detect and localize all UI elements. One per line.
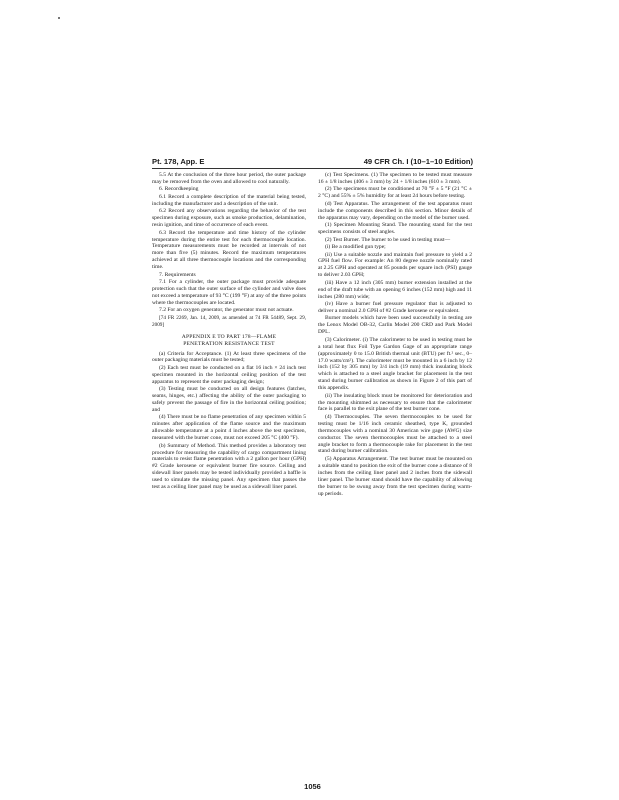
paragraph: (ii) The insulating block must be monitored for deterioration and the mounting shimmed as necessary to ensure that the calorimeter face is parallel to the exit plane of the test burner cone. xyxy=(318,392,472,413)
paragraph: 6.3 Record the temperature and time history of the cylinder temperature during the entire test for each thermocouple location. Temperature measurements must be recorded at intervals of not more than five (5) minutes. Record the maximum temperatures achieved at all three thermocouple locations and the corresponding time. xyxy=(152,229,306,271)
right-text-column xyxy=(318,172,472,498)
paragraph: 7.1 For a cylinder, the outer package must provide adequate protection such that the outer surface of the cylinder and valve does not exceed a temperature of 93 °C (199 °F) at any of the three points where the thermocouples are located. xyxy=(152,279,306,306)
paragraph: (4) Thermocouples. The seven thermocouples to be used for testing must be 1/16 inch ceramic sheathed, type K, grounded thermocouples with a nominal 30 American wire gage (AWG) size conductor. The seven thermocouples must be attached to a steel angle bracket to form a thermocouple rake for placement in the test stand during burner calibration. xyxy=(318,413,472,455)
paragraph: (iv) Have a burner fuel pressure regulator that is adjusted to deliver a nominal 2.0 GPH of #2 Grade kerosene or equivalent. xyxy=(318,301,472,314)
paragraph: (iii) Have a 12 inch (305 mm) burner extension installed at the end of the draft tube with an opening 6 inches (152 mm) high and 11 inches (280 mm) wide; xyxy=(318,279,472,300)
header-cfr-edition: 49 CFR Ch. I (10–1–10 Edition) xyxy=(363,157,473,166)
header-rule xyxy=(152,168,473,169)
running-header xyxy=(152,156,473,168)
paragraph: 6.1 Record a complete description of the material being tested, including the manufacturer and a description of the unit. xyxy=(152,193,306,207)
header-part-reference: Pt. 178, App. E xyxy=(152,157,205,166)
paragraph: (2) Test Burner. The burner to be used in testing must— xyxy=(325,236,451,243)
paragraph: (a) Criteria for Acceptance. (1) At least three specimens of the outer packaging materials must be tested; xyxy=(152,350,306,364)
paragraph: 6.2 Record any observations regarding the behavior of the test specimen during exposure, such as smoke production, delamination, resin ignition, and time of occurrence of each event. xyxy=(152,208,306,229)
source-note: [74 FR 2269, Jan. 14, 2009, as amended at 74 FR 54489, Sept. 29, 2009] xyxy=(152,314,306,328)
paragraph: 6. Recordkeeping xyxy=(159,186,199,193)
paragraph: (ii) Use a suitable nozzle and maintain fuel pressure to yield a 2 GPH fuel flow. For example: An 80 degree nozzle nominally rated at 2.25 GPH and operated at 85 pounds per square inch (PSI) gauge to deliver 2.03 GPH; xyxy=(318,251,472,279)
paragraph: (d) Test Apparatus. The arrangement of the test apparatus must include the components described in this section. Minor details of the apparatus may vary, depending on the model of the burner used. xyxy=(318,200,472,221)
paragraph: (2) Each test must be conducted on a flat 16 inch × 24 inch test specimen mounted in the horizontal ceiling position of the test apparatus to represent the outer packaging design; xyxy=(152,364,306,385)
appendix-heading-line: APPENDIX E TO PART 178—FLAME xyxy=(181,333,277,340)
paragraph: (4) There must be no flame penetration of any specimen within 5 minutes after application of the flame source and the maximum allowable temperature at a point 4 inches above the test specimen, measured with the burner cone, must not exceed 205 °C (400 °F). xyxy=(152,414,306,442)
paragraph: (3) Testing must be conducted on all design features (latches, seams, hinges, etc.) affecting the ability of the outer packaging to safely prevent the passage of fire in the horizontal ceiling position; and xyxy=(152,386,306,413)
paragraph: Burner models which have been used successfully in testing are the Lenox Model OB-32, Carlin Model 200 CRD and Park Model DPL. xyxy=(318,315,472,336)
appendix-heading-line: PENETRATION RESISTANCE TEST xyxy=(183,340,275,347)
appendix-heading xyxy=(152,334,306,348)
paragraph: (2) The specimens must be conditioned at 70 °F ± 5 °F (21 °C ± 2 °C) and 55% ± 5% humidity for at least 24 hours before testing. xyxy=(318,186,472,200)
paragraph: 7.2 For an oxygen generator, the generator must not actuate. xyxy=(159,307,294,314)
left-text-column xyxy=(152,172,306,492)
paragraph: (1) Specimen Mounting Stand. The mounting stand for the test specimens consists of steel angles. xyxy=(318,222,472,236)
page-number: 1056 xyxy=(304,782,321,791)
paragraph: (3) Calorimeter. (i) The calorimeter to be used in testing must be a total heat flux Foil Type Gardon Gage of an appropriate range (approximately 0 to 15.0 British thermal unit (BTU) per ft.² sec., 0–17.0 watts/cm²). The calorimeter must be mounted in a 6 inch by 12 inch (152 by 305 mm) by 3/4 inch (19 mm) thick insulating block which is attached to a steel angle bracket for placement in the test stand during burner calibration as shown in Figure 2 of this part of this appendix. xyxy=(318,336,472,392)
scan-speck xyxy=(58,17,60,19)
paragraph: 5.5 At the conclusion of the three hour period, the outer package may be removed from the oven and allowed to cool naturally. xyxy=(152,172,306,185)
paragraph: 7. Requirements xyxy=(159,271,196,278)
paragraph: (b) Summary of Method. This method provides a laboratory test procedure for measuring the capability of cargo compartment lining materials to resist flame penetration with a 2 gallon per hour (GPH) #2 Grade kerosene or equivalent burner fire source. Ceiling and sidewall liner panels may be tested individually provided a baffle is used to simulate the missing panel. Any specimen that passes the test as a ceiling liner panel may be used as a sidewall liner panel. xyxy=(152,442,306,491)
paragraph: (i) Be a modified gun type; xyxy=(325,244,386,251)
paragraph: (c) Test Specimens. (1) The specimen to be tested must measure 16 ± 1/8 inches (406 ± 3 mm) by 24 + 1/8 inches (610 ± 3 mm). xyxy=(318,172,472,185)
paragraph: (5) Apparatus Arrangement. The test burner must be mounted on a suitable stand to position the exit of the burner cone a distance of 8 inches from the ceiling liner panel and 2 inches from the sidewall liner panel. The burner stand should have the capability of allowing the burner to be swung away from the test specimen during warm-up periods. xyxy=(318,455,472,497)
